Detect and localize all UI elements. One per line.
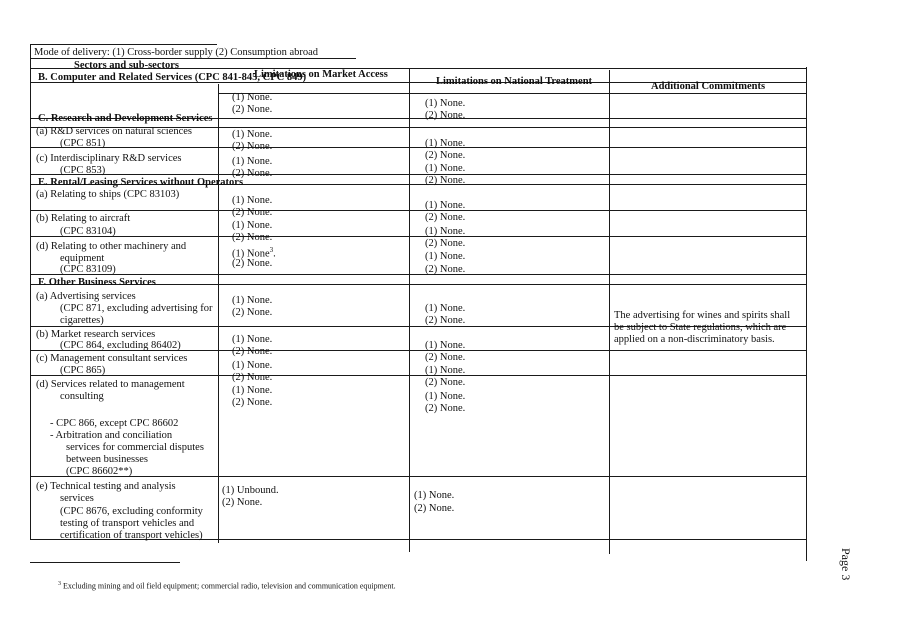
- footnote-separator: [30, 562, 180, 563]
- f-b-market-access-2: (2) None.: [232, 346, 273, 357]
- e-b-sector-1: (b) Relating to aircraft: [36, 213, 131, 224]
- section-title-b: B. Computer and Related Services (CPC 841-845, CPC 849): [38, 72, 307, 83]
- c-a-sector-2: (CPC 851): [60, 138, 106, 149]
- c-a-national-treatment-2: (2) None.: [425, 150, 466, 161]
- f-e-sector-1: (e) Technical testing and analysis: [36, 481, 176, 492]
- e-b-national-treatment-2: (2) None.: [425, 238, 466, 249]
- f-a-sector-1: (a) Advertising services: [36, 291, 136, 302]
- column-header-market-access: Limitations on Market Access: [254, 69, 388, 80]
- f-e-sector-3: (CPC 8676, excluding conformity: [60, 506, 203, 517]
- f-d-sector-6: between businesses: [66, 454, 148, 465]
- c-c-market-access-1: (1) None.: [232, 156, 273, 167]
- c-c-sector-2: (CPC 853): [60, 165, 106, 176]
- f-b-national-treatment-1: (1) None.: [425, 340, 466, 351]
- row-line: [30, 147, 806, 148]
- f-b-sector-1: (b) Market research services: [36, 329, 156, 340]
- e-a-market-access-2: (2) None.: [232, 207, 273, 218]
- f-d-sector-5: services for commercial disputes: [66, 442, 204, 453]
- e-a-national-treatment-2: (2) None.: [425, 212, 466, 223]
- footnote-reference: 3: [269, 246, 274, 254]
- f-a-additional-commitment-2: be subject to State regulations, which are: [614, 322, 787, 333]
- e-d-national-treatment-1: (1) None.: [425, 251, 466, 262]
- f-a-sector-3: cigarettes): [60, 315, 104, 326]
- page-number: Page 3: [839, 548, 853, 581]
- row-line: [30, 210, 806, 211]
- f-a-national-treatment-2: (2) None.: [425, 315, 466, 326]
- f-d-sector-2: consulting: [60, 391, 104, 402]
- c-a-market-access-2: (2) None.: [232, 141, 273, 152]
- f-c-sector-2: (CPC 865): [60, 365, 106, 376]
- f-b-market-access-1: (1) None.: [232, 334, 273, 345]
- footnote-mark: 3: [58, 581, 61, 587]
- c-a-national-treatment-1: (1) None.: [425, 138, 466, 149]
- e-a-sector-1: (a) Relating to ships (CPC 83103): [36, 189, 180, 200]
- f-d-sector-1: (d) Services related to management: [36, 379, 185, 390]
- e-d-sector-1: (d) Relating to other machinery and: [36, 241, 187, 252]
- row-line: [30, 236, 806, 237]
- f-c-sector-1: (c) Management consultant services: [36, 353, 188, 364]
- e-b-national-treatment-1: (1) None.: [425, 226, 466, 237]
- b-market-access-1: (1) None.: [232, 92, 273, 103]
- row-line: [30, 476, 806, 477]
- f-c-market-access-2: (2) None.: [232, 372, 273, 383]
- e-b-market-access-2: (2) None.: [232, 232, 273, 243]
- f-d-sector-3: - CPC 866, except CPC 86602: [50, 418, 179, 429]
- f-d-national-treatment-1: (1) None.: [425, 391, 466, 402]
- f-e-market-access-2: (2) None.: [222, 497, 263, 508]
- f-c-national-treatment-2: (2) None.: [425, 377, 466, 388]
- f-c-national-treatment-1: (1) None.: [425, 365, 466, 376]
- f-d-market-access-1: (1) None.: [232, 385, 273, 396]
- footnote-text: Excluding mining and oil field equipment; commercial radio, television and communication equipment.: [61, 581, 396, 591]
- c-a-market-access-1: (1) None.: [232, 129, 273, 140]
- f-a-additional-commitment-3: applied on a non-discriminatory basis.: [614, 334, 775, 345]
- c-c-market-access-2: (2) None.: [232, 168, 273, 179]
- table-border-right: [806, 67, 807, 561]
- f-e-sector-4: testing of transport vehicles and: [60, 518, 195, 529]
- f-a-market-access-2: (2) None.: [232, 307, 273, 318]
- f-e-market-access-1: (1) Unbound.: [222, 485, 279, 496]
- table-border-top: [30, 44, 217, 45]
- f-e-national-treatment-2: (2) None.: [414, 503, 455, 514]
- b-market-access-2: (2) None.: [232, 104, 273, 115]
- c-c-national-treatment-2: (2) None.: [425, 175, 466, 186]
- f-d-national-treatment-2: (2) None.: [425, 403, 466, 414]
- c-c-national-treatment-1: (1) None.: [425, 163, 466, 174]
- e-a-national-treatment-1: (1) None.: [425, 200, 466, 211]
- f-c-market-access-1: (1) None.: [232, 360, 273, 371]
- column-header-national-treatment: Limitations on National Treatment: [436, 76, 593, 87]
- f-d-sector-4: - Arbitration and conciliation: [50, 430, 173, 441]
- e-d-sector-2: equipment: [60, 253, 105, 264]
- row-line: [30, 174, 806, 175]
- f-e-sector-2: services: [60, 493, 94, 504]
- row-line: [30, 375, 806, 376]
- b-national-treatment-2: (2) None.: [425, 110, 466, 121]
- f-e-national-treatment-1: (1) None.: [414, 490, 455, 501]
- c-a-sector-1: (a) R&D services on natural sciences: [36, 126, 192, 137]
- section-title-e: E. Rental/Leasing Services without Operators: [38, 177, 244, 188]
- column-header-additional-commitments: Additional Commitments: [651, 81, 766, 92]
- row-line: [30, 274, 806, 275]
- e-b-market-access-1: (1) None.: [232, 220, 273, 231]
- e-b-sector-2: (CPC 83104): [60, 226, 116, 237]
- e-d-national-treatment-2: (2) None.: [425, 264, 466, 275]
- f-b-national-treatment-2: (2) None.: [425, 352, 466, 363]
- e-d-market-access-2: (2) None.: [232, 258, 273, 269]
- f-a-market-access-1: (1) None.: [232, 295, 273, 306]
- f-a-additional-commitment-1: The advertising for wines and spirits shall: [614, 310, 791, 321]
- footnote: [58, 579, 396, 592]
- e-d-market-access-1-end: .: [273, 248, 276, 260]
- mode-of-delivery: Mode of delivery: (1) Cross-border supply (2) Consumption abroad: [34, 47, 319, 58]
- column-header-sectors: Sectors and sub-sectors: [74, 60, 179, 71]
- e-d-market-access-1-text: (1) None: [232, 248, 270, 260]
- row-line: [218, 93, 806, 94]
- e-a-market-access-1: (1) None.: [232, 195, 273, 206]
- column-divider-sectors: [218, 84, 219, 543]
- f-b-sector-2: (CPC 864, excluding 86402): [60, 340, 181, 351]
- column-divider-national: [609, 70, 610, 554]
- f-e-sector-5: certification of transport vehicles): [60, 530, 203, 541]
- e-d-sector-3: (CPC 83109): [60, 264, 116, 275]
- f-d-market-access-2: (2) None.: [232, 397, 273, 408]
- f-d-sector-7: (CPC 86602**): [66, 466, 133, 477]
- column-divider-market: [409, 68, 410, 552]
- row-line: [30, 58, 356, 59]
- f-a-national-treatment-1: (1) None.: [425, 303, 466, 314]
- f-a-sector-2: (CPC 871, excluding advertising for: [60, 303, 213, 314]
- b-national-treatment-1: (1) None.: [425, 98, 466, 109]
- section-title-f: F. Other Business Services: [38, 277, 156, 288]
- section-title-c: C. Research and Development Services: [38, 113, 213, 124]
- c-c-sector-1: (c) Interdisciplinary R&D services: [36, 153, 182, 164]
